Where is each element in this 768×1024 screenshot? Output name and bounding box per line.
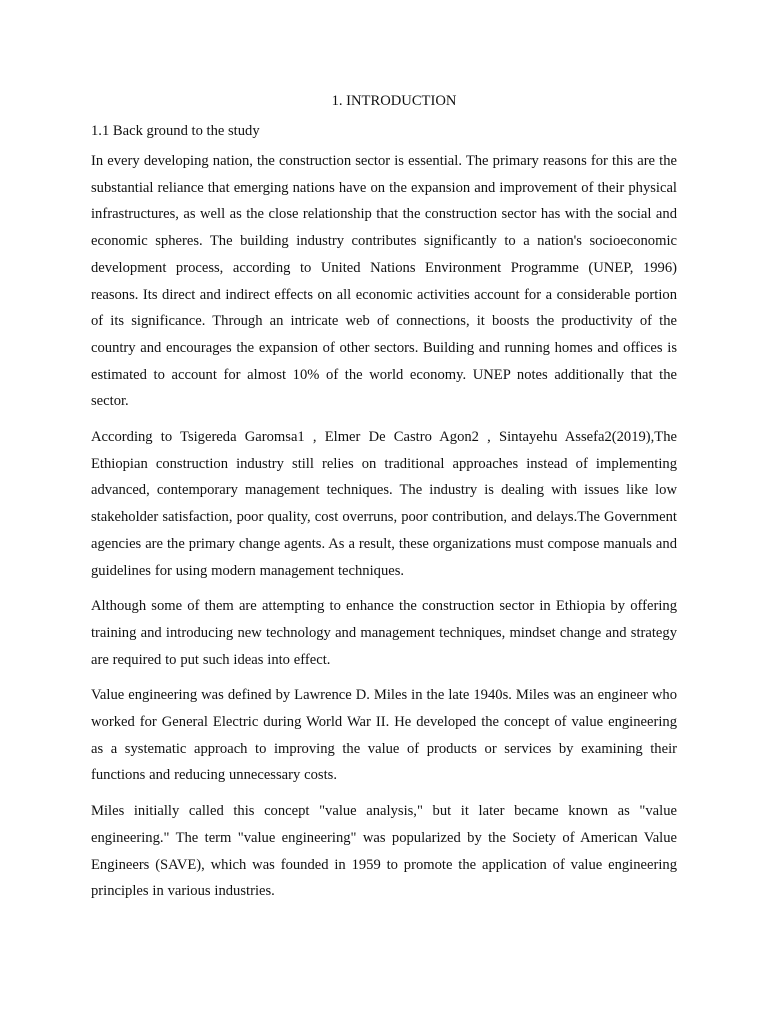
paragraph-construction-sector: In every developing nation, the construction sector is essential. The primary reasons for this are the substantial reliance that emerging nations have on the expansion and improvement of their physical infrastructures, as well as the close relationship that the construction sector has with the social and economic spheres. The building industry contributes significantly to a nation's socioeconomic development process, according to United Nations Environment Programme (UNEP, 1996) reasons. Its direct and indirect effects on all economic activities account for a considerable portion of its significance. Through an intricate web of connections, it boosts the productivity of the country and encourages the expansion of other sectors. Building and running homes and offices is estimated to account for almost 10% of the world economy. UNEP notes additionally that the sector. [91,153,677,410]
page-content [91,90,677,914]
paragraph-ethiopian-industry: According to Tsigereda Garomsa1 , Elmer De Castro Agon2 , Sintayehu Assefa2(2019),The Ethiopian construction industry still relies on traditional approaches instead of implementing advanced, contemporary management techniques. The industry is dealing with issues like low stakeholder satisfaction, poor quality, cost overruns, poor contribution, and delays.The Government agencies are the primary change agents. As a result, these organizations must compose manuals and guidelines for using modern management techniques. [91,429,677,579]
section-heading: 1. INTRODUCTION [331,93,457,109]
paragraph-value-analysis-history: Miles initially called this concept "value analysis," but it later became known as "value engineering." The term "value engineering" was popularized by the Society of American Value Engineers (SAVE), which was founded in 1959 to promote the application of value engineering principles in various industries. [91,803,677,900]
subsection-heading: 1.1 Back ground to the study [91,123,260,139]
paragraph-value-engineering-definition: Value engineering was defined by Lawrence D. Miles in the late 1940s. Miles was an engineer who worked for General Electric during World War II. He developed the concept of value engineering as a systematic approach to improving the value of products or services by examining their functions and reducing unnecessary costs. [91,687,677,784]
paragraph-enhancement-efforts: Although some of them are attempting to enhance the construction sector in Ethiopia by offering training and introducing new technology and management techniques, mindset change and strategy are required to put such ideas into effect. [91,598,677,668]
